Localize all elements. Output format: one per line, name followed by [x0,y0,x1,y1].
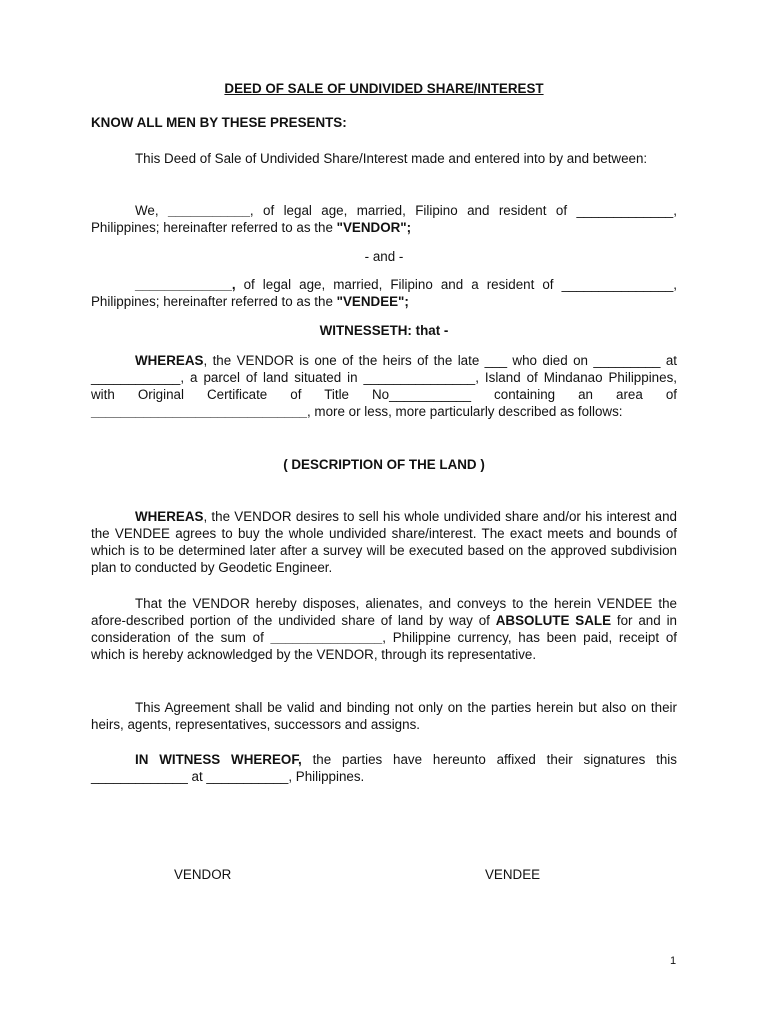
document-title: DEED OF SALE OF UNDIVIDED SHARE/INTEREST [224,81,544,96]
whereas-paragraph-2 [91,508,677,576]
page-number: 1 [670,955,677,967]
vendor-signature-label: VENDOR [174,867,232,882]
and-separator: - and - [364,249,404,264]
conveyance-text-3: , Philippine currency, has been paid, receipt of which is hereby acknowledged by the VENDOR, through its representative. [91,630,677,662]
vendor-pre-text: We, [135,203,168,218]
whereas-text-1b: , more or less, more particularly described as follows: [306,404,623,419]
agreement-paragraph: This Agreement shall be valid and binding not only on the parties herein but also on their heirs, agents, representatives, successors and assigns. [91,700,677,732]
vendee-paragraph [91,276,677,310]
heading: KNOW ALL MEN BY THESE PRESENTS: [91,115,347,130]
whereas-lead-1: WHEREAS [135,353,204,368]
vendee-name-blank: _____________, [135,277,236,292]
vendor-label: "VENDOR"; [336,220,412,235]
witnesseth-heading: WITNESSETH: that - [319,323,449,338]
whereas-text-2: , the VENDOR desires to sell his whole undivided share and/or his interest and the VENDEE agrees to buy the whole undivided share/interest. The exact meets and bounds of which is to be determined later after a survey will be executed based on the approved subdivision plan to conducted by Geodetic Engineer. [91,509,677,575]
whereas-paragraph-1 [91,352,677,420]
intro-paragraph: This Deed of Sale of Undivided Share/Interest made and entered into by and between: [135,151,648,166]
vendor-name-blank: ___________ [167,203,250,218]
vendee-signature-label: VENDEE [485,867,541,882]
conveyance-paragraph [91,595,677,663]
vendor-mid-text: , of legal age, married, Filipino and resident of _____________, Philippines; hereinafter referred to as the [91,203,677,235]
witness-lead: IN WITNESS WHEREOF, [135,752,302,767]
conveyance-text-1: That the VENDOR hereby disposes, alienates, and conveys to the herein VENDEE the afore-described portion of the undivided share of land by way of [91,596,677,628]
vendor-paragraph [91,202,677,236]
whereas-lead-2: WHEREAS [135,509,204,524]
absolute-sale-term: ABSOLUTE SALE [495,613,611,628]
description-of-land: ( DESCRIPTION OF THE LAND ) [283,457,485,472]
witness-paragraph [91,751,677,785]
conveyance-text-2: for and in consideration of the sum of [91,613,677,645]
witness-text: the parties have hereunto affixed their signatures this _____________ at ___________, Philippines. [91,752,677,784]
whereas-text-1a: , the VENDOR is one of the heirs of the late ___ who died on _________ at ____________, a parcel of land situated in _______________, Island of Mindanao Philippines, with Original Certificate of Title No___________ containing an area of [91,353,677,402]
vendee-label: "VENDEE"; [336,294,409,309]
vendee-mid-text: of legal age, married, Filipino and a resident of _______________, Philippines; hereinafter referred to as the [91,277,677,309]
sum-blank: _______________ [270,630,383,645]
area-blank: _____________________________ [91,404,307,419]
